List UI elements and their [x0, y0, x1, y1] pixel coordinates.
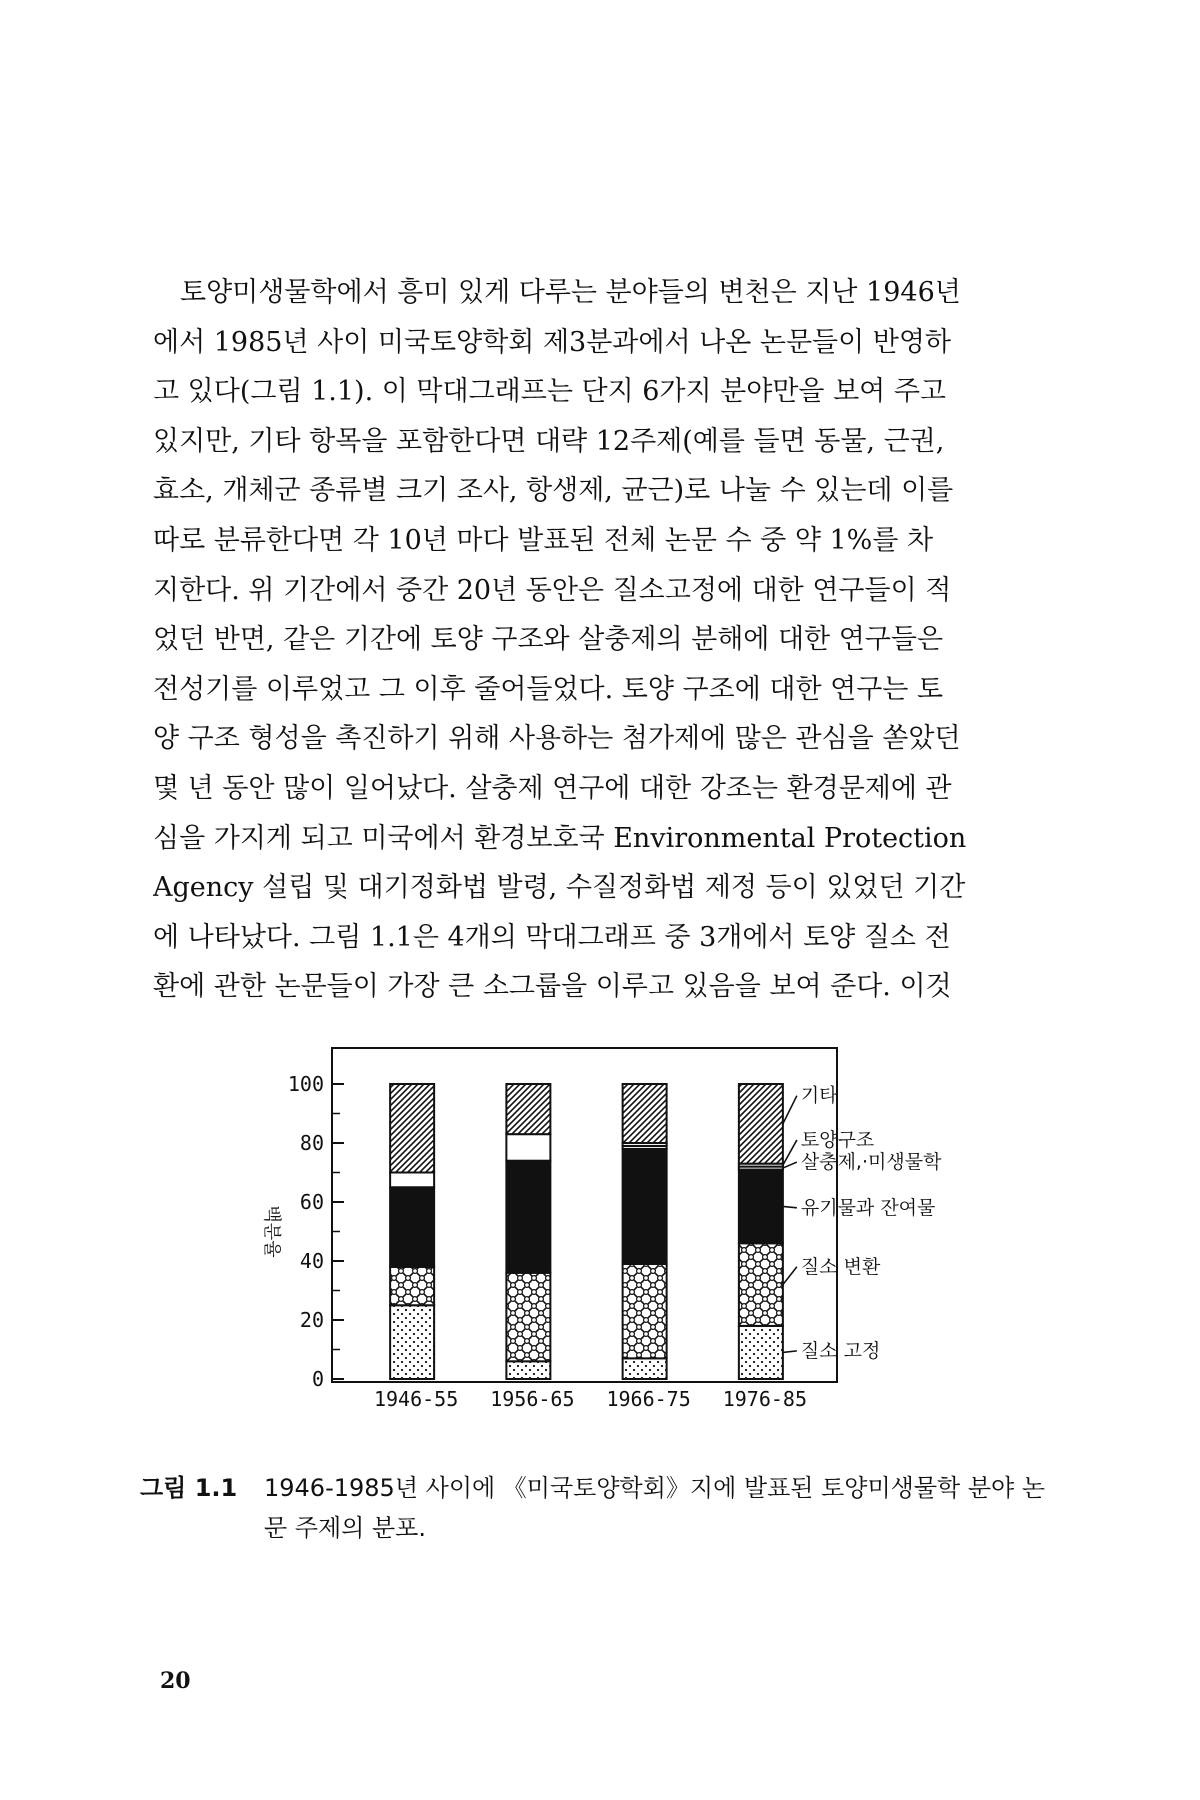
caption-label: 그림 1.1	[140, 1474, 238, 1502]
x-tick-label: 1976-85	[722, 1387, 808, 1411]
y-tick-label: 60	[299, 1190, 324, 1214]
bar-segment	[506, 1084, 550, 1134]
bar-segment	[506, 1361, 550, 1379]
bar-segment	[390, 1187, 434, 1267]
bar-segment	[390, 1267, 434, 1305]
legend-leader-line	[783, 1351, 797, 1353]
y-tick-label: 80	[299, 1131, 324, 1155]
text-line: 에 나타났다. 그림 1.1은 4개의 막대그래프 중 3개에서 토양 질소 전	[153, 921, 951, 953]
x-tick-label: 1946-55	[373, 1387, 459, 1411]
legend-pesticide-microbiology: 살충제,·미생물학	[800, 1151, 942, 1174]
body-paragraph	[153, 268, 1071, 1012]
x-tick-label: 1956-65	[490, 1387, 575, 1411]
text-line: 양 구조 형성을 촉진하기 위해 사용하는 첨가제에 많은 관심을 쏟았던	[153, 723, 961, 755]
bar-segment	[390, 1305, 434, 1379]
text-line: 토양미생물학에서 흥미 있게 다루는 분야들의 변천은 지난 1946년	[180, 277, 961, 308]
bar-segment	[739, 1170, 783, 1244]
legend-organic-matter: 유기물과 잔여물	[800, 1196, 936, 1219]
bar-segment	[506, 1134, 550, 1161]
bar-segment	[623, 1264, 667, 1358]
bar-segment	[506, 1161, 550, 1273]
text-line: 에서 1985년 사이 미국토양학회 제3분과에서 나온 논문들이 반영하	[153, 326, 952, 358]
text-line: 따로 분류한다면 각 10년 마다 발표된 전체 논문 수 중 약 1%를 차	[153, 524, 934, 556]
x-tick-label: 1966-75	[606, 1387, 691, 1411]
bar-segment	[506, 1273, 550, 1362]
page-number: 20	[160, 1668, 191, 1694]
y-tick-label: 40	[299, 1249, 324, 1273]
legend-nitrogen-transformation: 질소 변환	[800, 1255, 881, 1278]
bar-segment	[390, 1173, 434, 1188]
legend-other: 기타	[800, 1084, 838, 1107]
caption-text: 1946-1985년 사이에 《미국토양학회》지에 발표된 토양미생물학 분야 논문 주제의 분포.	[264, 1474, 1046, 1542]
legend-leader-line	[783, 1140, 797, 1165]
text-line: 고 있다(그림 1.1). 이 막대그래프는 단지 6가지 분야만을 보여 주고	[153, 376, 946, 408]
legend-nitrogen-fixation: 질소 고정	[800, 1339, 881, 1362]
y-axis-label: 백분율	[261, 1205, 282, 1258]
legend-leader-line	[783, 1267, 797, 1285]
legend-leader-line	[783, 1096, 797, 1124]
stacked-bar-chart	[240, 1040, 960, 1460]
text-line: 있지만, 기타 항목을 포함한다면 대략 12주제(예를 들면 동물, 근권,	[153, 425, 945, 457]
bar-segment	[739, 1326, 783, 1379]
text-line: 환에 관한 논문들이 가장 큰 소그룹을 이루고 있음을 보여 준다. 이것	[153, 971, 952, 1003]
y-tick-label: 20	[299, 1308, 324, 1332]
figure-1-1	[240, 1040, 960, 1460]
legend-soil-structure: 토양구조	[800, 1128, 875, 1151]
bar-segment	[739, 1084, 783, 1164]
text-line: 었던 반면, 같은 기간에 토양 구조와 살충제의 분해에 대한 연구들은	[153, 624, 944, 656]
legend-leader-line	[783, 1206, 797, 1207]
bar-segment	[623, 1358, 667, 1379]
y-tick-label: 0	[311, 1367, 324, 1391]
text-line: 심을 가지게 되고 미국에서 환경보호국 Environmental Protection	[153, 822, 967, 854]
bar-segment	[623, 1149, 667, 1264]
text-line: 몇 년 동안 많이 일어났다. 살충제 연구에 대한 강조는 환경문제에 관	[153, 772, 952, 804]
bar-segment	[390, 1084, 434, 1173]
bar-segment	[623, 1084, 667, 1143]
y-tick-label: 100	[287, 1072, 324, 1096]
text-line: 지한다. 위 기간에서 중간 20년 동안은 질소고정에 대한 연구들이 적	[153, 574, 952, 606]
bar-segment	[739, 1243, 783, 1326]
text-line: 전성기를 이루었고 그 이후 줄어들었다. 토양 구조에 대한 연구는 토	[153, 673, 944, 705]
text-line: Agency 설립 및 대기정화법 발령, 수질정화법 제정 등이 있었던 기간	[153, 872, 966, 904]
text-line: 효소, 개체군 종류별 크기 조사, 항생제, 균근)로 나눌 수 있는데 이를	[153, 475, 954, 507]
